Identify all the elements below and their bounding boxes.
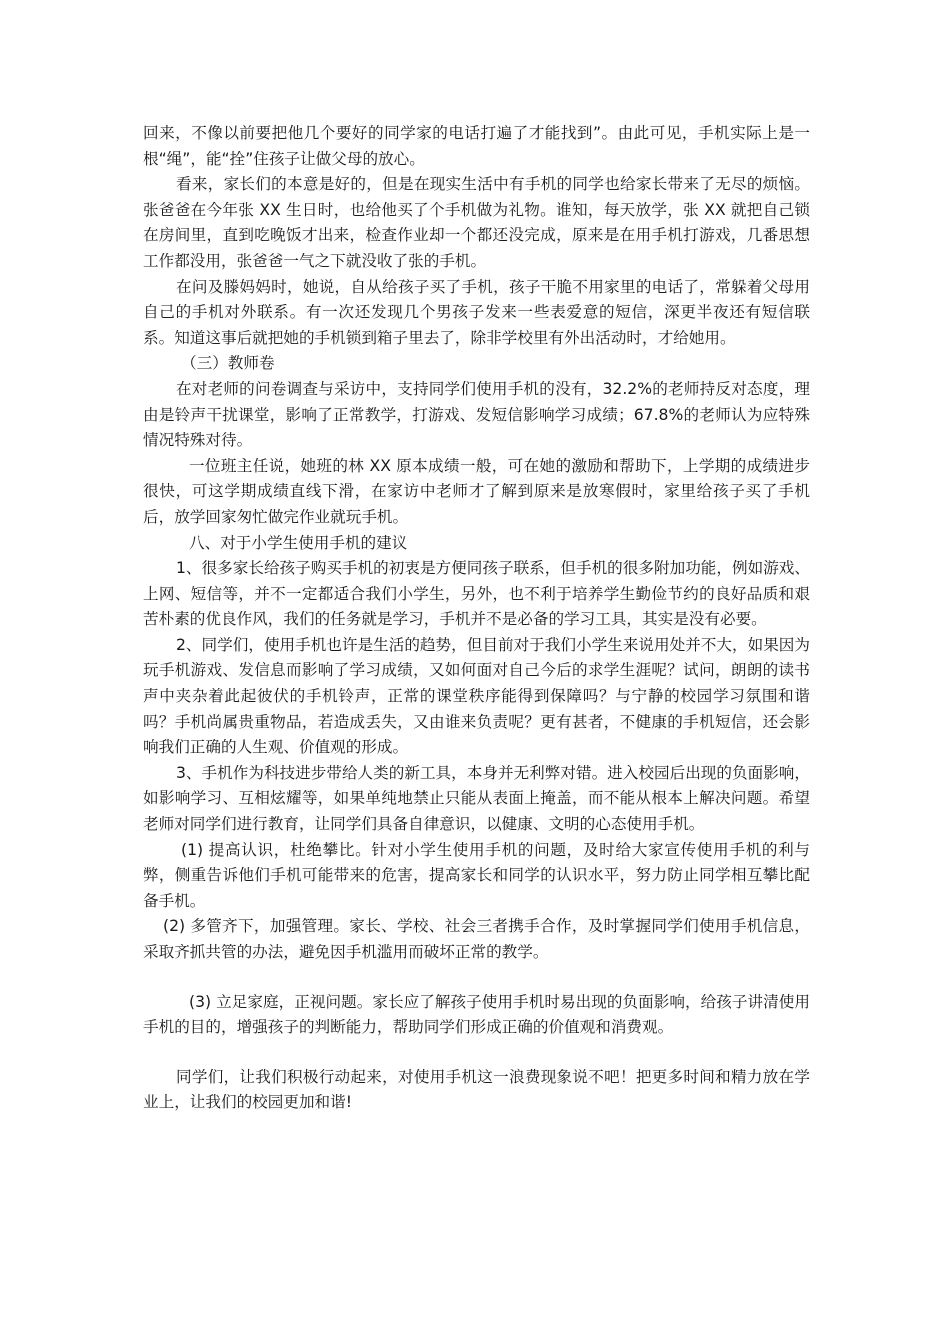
paragraph-zhang-father: 看来，家长们的本意是好的，但是在现实生活中有手机的同学也给家长带来了无尽的烦恼。张爸爸在今年张 XX 生日时，也给他买了个手机做为礼物。谁知，每天放学，张 XX 就把自己锁在房间里，直到吃晚饭才出来，检查作业却一个都还没完成，原来是在用手机打游戏，几番思想工作都没用，张爸爸一气之下就没收了张的手机。 [143,175,810,270]
paragraph-intro-continuation: 回来，不像以前要把他几个要好的同学家的电话打遍了才能找到”。由此可见，手机实际上是一根“绳”，能“拴”住孩子让做父母的放心。 [143,124,810,168]
sub-suggestion-3: (3) 立足家庭，正视问题。家长应了解孩子使用手机时易出现的负面影响，给孩子讲清使用手机的目的，增强孩子的判断能力，帮助同学们形成正确的价值观和消费观。 [143,992,810,1037]
section-heading-teacher-survey: （三）教师卷 [181,354,275,373]
suggestion-item-2: 2、同学们，使用手机也许是生活的趋势，但目前对于我们小学生来说用处并不大，如果因为玩手机游戏、发信息而影响了学习成绩，又如何面对自己今后的求学生涯呢？试问，朗朗的读书声中夹杂着此起彼伏的手机铃声，正常的课堂秩序能得到保障吗？与宁静的校园学习氛围和谐吗？手机尚属贵重物品，若造成丢失，又由谁来负责呢？更有甚者，不健康的手机短信，还会影响我们正确的人生观、价值观的形成。 [143,635,810,757]
closing-paragraph: 同学们，让我们积极行动起来，对使用手机这一浪费现象说不吧！把更多时间和精力放在学业上，让我们的校园更加和谐! [143,1067,810,1112]
paragraph-teacher-survey: 在对老师的问卷调查与采访中，支持同学们使用手机的没有，32.2%的老师持反对态度，理由是铃声干扰课堂，影响了正常教学，打游戏、发短信影响学习成绩；67.8%的老师认为应特殊情况特殊对待。 [143,379,810,450]
paragraph-teng-mother: 在问及滕妈妈时，她说，自从给孩子买了手机，孩子干脆不用家里的电话了，常躲着父母用自己的手机对外联系。有一次还发现几个男孩子发来一些表爱意的短信，深更半夜还有短信联系。知道这事后就把她的手机锁到箱子里去了，除非学校里有外出活动时，才给她用。 [143,277,810,347]
document-body [143,121,810,1116]
suggestion-item-3: 3、手机作为科技进步带给人类的新工具，本身并无利弊对错。进入校园后出现的负面影响，如影响学习、互相炫耀等，如果单纯地禁止只能从表面上掩盖，而不能从根本上解决问题。希望老师对同学们进行教育，让同学们具备自律意识，以健康、文明的心态使用手机。 [143,763,810,834]
section-heading-suggestions: 八、对于小学生使用手机的建议 [189,533,408,552]
suggestion-item-1: 1、很多家长给孩子购买手机的初衷是方便同孩子联系，但手机的很多附加功能，例如游戏、上网、短信等，并不一定都适合我们小学生，另外，也不利于培养学生勤俭节约的良好品质和艰苦朴素的优良作风，我们的任务就是学习，手机并不是必备的学习工具，其实是没有必要。 [143,559,810,629]
sub-suggestion-1: (1) 提高认识，杜绝攀比。针对小学生使用手机的问题，及时给大家宣传使用手机的利与弊，侧重告诉他们手机可能带来的危害，提高家长和同学的认识水平，努力防止同学相互攀比配备手机。 [143,840,810,910]
paragraph-class-teacher: 一位班主任说，她班的林 XX 原本成绩一般，可在她的激励和帮助下，上学期的成绩进步很快，可这学期成绩直线下滑，在家访中老师才了解到原来是放寒假时，家里给孩子买了手机后，放学回家匆忙做完作业就玩手机。 [143,456,810,526]
sub-suggestion-2: (2) 多管齐下，加强管理。家长、学校、社会三者携手合作，及时掌握同学们使用手机信息，采取齐抓共管的办法，避免因手机滥用而破坏正常的教学。 [143,917,810,961]
